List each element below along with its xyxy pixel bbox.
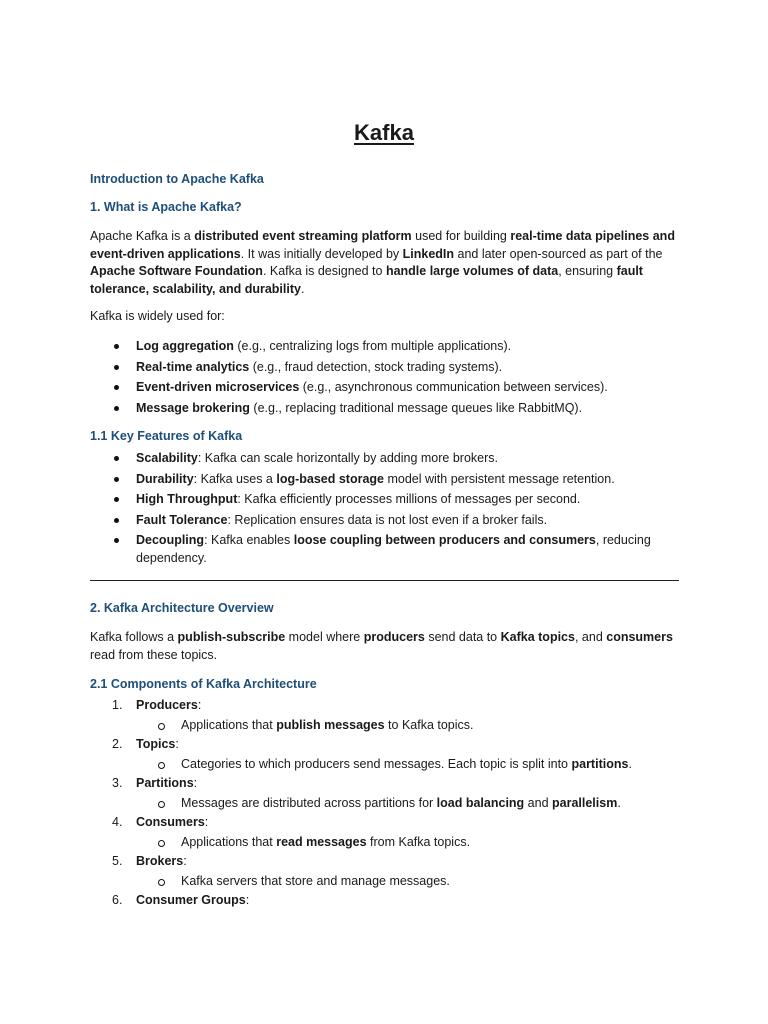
item-number: 2. (112, 737, 123, 751)
section-1-1-heading: 1.1 Key Features of Kafka (90, 429, 243, 443)
hollow-bullet-icon (158, 762, 165, 769)
features-list (90, 450, 680, 570)
text-run: , and (574, 630, 607, 644)
text-run: : Replication ensures data is not lost even if a broker fails. (227, 512, 548, 527)
hollow-bullet-icon (158, 723, 165, 730)
text-run: Messages are distributed across partitions for (181, 795, 437, 810)
uses-list-item (90, 400, 680, 418)
component-item (90, 853, 680, 871)
text-run: , reducing dependency. (136, 533, 651, 565)
uses-list-item (90, 379, 680, 397)
text-run: read from these topics. (90, 647, 218, 662)
bold-text: Decoupling (136, 533, 205, 547)
component-item (90, 697, 680, 715)
features-list-item (90, 450, 680, 468)
text-run: (e.g., fraud detection, stock trading systems). (249, 359, 503, 374)
text-run: and later open-sourced as part of the (454, 246, 663, 261)
component-name: Topics (136, 737, 176, 751)
text-run: : Kafka uses a (193, 471, 277, 486)
text-run: model with persistent message retention. (384, 471, 615, 486)
text-run: send data to (424, 630, 501, 644)
text-run: . (617, 795, 621, 810)
component-name: Consumer Groups (136, 893, 246, 907)
hollow-bullet-icon (158, 801, 165, 808)
text-run: Categories to which producers send messages. Each topic is split into (181, 756, 572, 771)
text-run: : Kafka enables (204, 533, 294, 547)
features-list-item (90, 491, 680, 509)
item-number: 6. (112, 893, 123, 907)
section-2-1-heading: 2.1 Components of Kafka Architecture (90, 677, 317, 691)
component-item (90, 814, 680, 832)
text-run: : Kafka efficiently processes millions of messages per second. (237, 492, 581, 506)
bold-text: parallelism (552, 795, 618, 810)
uses-list-item (90, 359, 680, 377)
bold-text: load balancing (436, 795, 525, 810)
component-name: Consumers (136, 815, 205, 829)
bold-text: LinkedIn (402, 246, 455, 261)
bold-text: fault tolerance, scalability, and durability (90, 264, 643, 296)
text-run: . (628, 756, 632, 771)
uses-intro: Kafka is widely used for: (90, 309, 225, 323)
colon: : (193, 776, 198, 790)
text-run: model where (285, 630, 364, 644)
bold-text: producers (363, 630, 425, 644)
component-name: Partitions (136, 776, 194, 790)
colon: : (245, 893, 250, 907)
text-run: Applications that (181, 834, 277, 849)
text-run: . It was initially developed by (240, 246, 403, 261)
bold-text: Log aggregation (136, 339, 234, 353)
bold-text: Fault Tolerance (136, 512, 228, 527)
bold-text: real-time data pipelines and event-driven applications (90, 229, 675, 261)
component-description (90, 873, 680, 891)
bold-text: Kafka topics (500, 630, 575, 644)
document-title: Kafka (354, 120, 414, 145)
bold-text: partitions (571, 756, 629, 771)
section-2-paragraph (90, 629, 680, 664)
bold-text: Durability (136, 471, 194, 486)
bold-text: distributed event streaming platform (194, 229, 412, 243)
bold-text: publish messages (276, 717, 385, 732)
components-list (90, 697, 680, 910)
bold-text: High Throughput (136, 492, 238, 506)
colon: : (204, 815, 209, 829)
section-2-heading: 2. Kafka Architecture Overview (90, 601, 274, 615)
component-name: Producers (136, 698, 198, 712)
section-1-heading: 1. What is Apache Kafka? (90, 200, 242, 214)
features-list-item (90, 471, 680, 489)
bold-text: read messages (276, 834, 367, 849)
bold-text: Real-time analytics (136, 359, 250, 374)
bold-text: consumers (606, 630, 673, 644)
component-description (90, 795, 680, 813)
colon: : (183, 854, 187, 868)
text-run: to Kafka topics. (384, 717, 474, 732)
uses-list-item (90, 338, 680, 356)
bold-text: loose coupling between producers and consumers (293, 533, 596, 547)
component-item (90, 775, 680, 793)
section-divider (90, 580, 679, 581)
component-description (90, 834, 680, 852)
text-run: , ensuring (558, 264, 617, 278)
text-run: . Kafka is designed to (262, 264, 386, 278)
colon: : (175, 737, 179, 751)
intro-heading: Introduction to Apache Kafka (90, 172, 264, 186)
section-1-paragraph (90, 228, 680, 298)
item-number: 4. (112, 815, 123, 829)
bold-text: publish-subscribe (177, 630, 286, 644)
text-run: (e.g., centralizing logs from multiple applications). (233, 339, 512, 353)
text-run: . (300, 281, 305, 296)
component-item (90, 892, 680, 910)
text-run: : Kafka can scale horizontally by adding more brokers. (197, 451, 498, 465)
component-description (90, 756, 680, 774)
uses-list (90, 338, 680, 420)
component-item (90, 736, 680, 754)
text-run: used for building (411, 229, 511, 243)
component-name: Brokers (136, 854, 184, 868)
features-list-item (90, 532, 680, 567)
text-run: Kafka servers that store and manage messages. (181, 873, 450, 888)
item-number: 3. (112, 776, 123, 790)
bold-text: Message brokering (136, 400, 250, 415)
text-run: from Kafka topics. (366, 834, 471, 849)
component-description (90, 717, 680, 735)
text-run: and (524, 795, 552, 810)
hollow-bullet-icon (158, 879, 165, 886)
text-run: Kafka follows a (90, 630, 178, 644)
bold-text: Event-driven microservices (136, 380, 300, 394)
text-run: Applications that (181, 717, 277, 732)
bold-text: log-based storage (276, 471, 385, 486)
text-run: Apache Kafka is a (90, 229, 195, 243)
features-list-item (90, 512, 680, 530)
hollow-bullet-icon (158, 840, 165, 847)
bold-text: Scalability (136, 451, 198, 465)
text-run: (e.g., replacing traditional message queues like RabbitMQ). (249, 400, 583, 415)
bold-text: handle large volumes of data (385, 264, 559, 278)
item-number: 1. (112, 698, 123, 712)
bold-text: Apache Software Foundation (90, 264, 263, 278)
item-number: 5. (112, 854, 123, 868)
colon: : (197, 698, 202, 712)
text-run: (e.g., asynchronous communication between services). (299, 380, 608, 394)
